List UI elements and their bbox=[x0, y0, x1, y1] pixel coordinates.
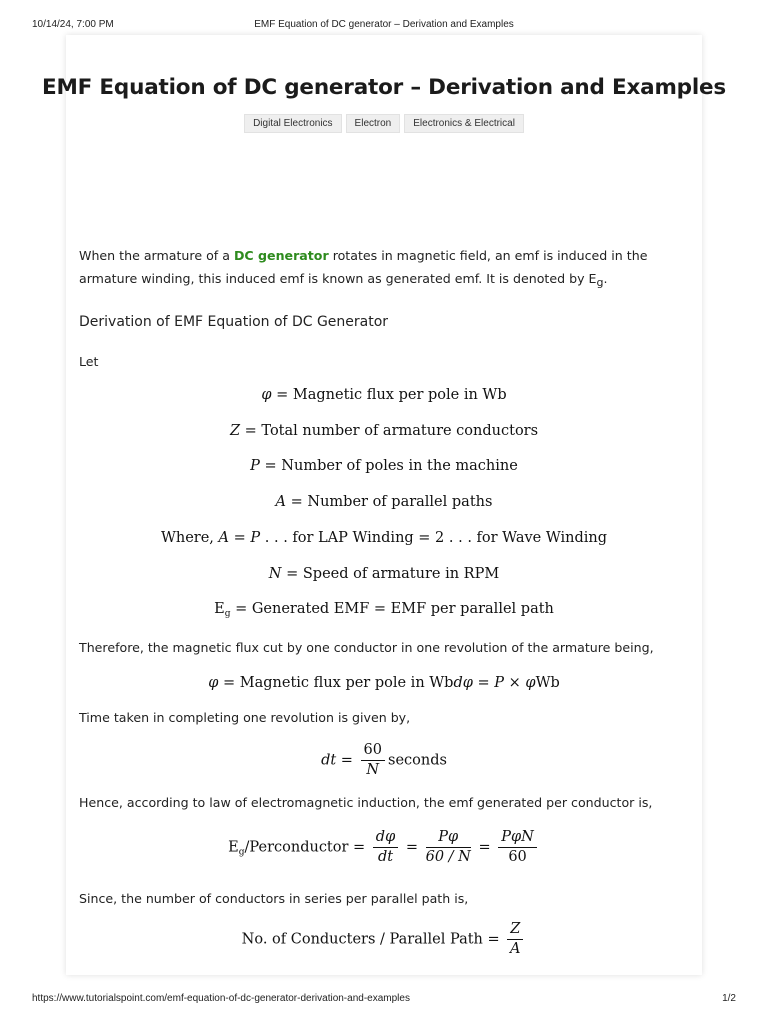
eq5-c: = bbox=[229, 530, 251, 546]
eq8-g: φ bbox=[525, 675, 536, 691]
page-title: EMF Equation of DC generator – Derivation and Examples bbox=[41, 75, 727, 100]
time-paragraph: Time taken in completing one revolution is given by, bbox=[79, 710, 411, 725]
eq6-lhs: N bbox=[268, 566, 282, 582]
dc-generator-link[interactable]: DC generator bbox=[233, 248, 329, 263]
eq8-d: = bbox=[472, 675, 495, 691]
eq11-text: No. of Conducters / Parallel Path = bbox=[241, 931, 505, 948]
eq11-fraction bbox=[507, 920, 523, 959]
eq10-f3-den: 60 bbox=[508, 849, 527, 865]
eq10-frac2 bbox=[426, 828, 471, 867]
eq6-rhs: = Speed of armature in RPM bbox=[281, 566, 500, 582]
equation-emf-per-conductor bbox=[0, 828, 768, 867]
eq10-frac1 bbox=[373, 828, 398, 867]
eq7-lhs: E bbox=[214, 601, 225, 617]
intro-paragraph bbox=[79, 244, 693, 294]
eq2-lhs: Z bbox=[229, 423, 241, 439]
print-title: EMF Equation of DC generator – Derivation and Examples bbox=[254, 19, 514, 30]
eq10-frac3 bbox=[498, 828, 537, 867]
tag-electron[interactable]: Electron bbox=[346, 114, 401, 133]
intro-text-2: rotates in magnetic field, an emf is induced in the armature winding, this induced emf is known as generated emf. It is denoted by E bbox=[79, 248, 648, 286]
equation-flux bbox=[0, 387, 768, 403]
eq10-f1-den: dt bbox=[377, 849, 394, 865]
eq8-h: Wb bbox=[535, 675, 560, 691]
eq5-e: . . . for LAP Winding = 2 . . . for Wave Winding bbox=[260, 530, 608, 546]
equation-winding bbox=[0, 530, 768, 546]
eq10-sub: g bbox=[238, 847, 245, 858]
eq10-f1-num: dφ bbox=[375, 829, 396, 845]
print-url: https://www.tutorialspoint.com/emf-equation-of-dc-generator-derivation-and-examples bbox=[32, 993, 410, 1004]
eq10-eq2: = bbox=[473, 839, 496, 856]
eq9-fraction bbox=[361, 741, 385, 780]
eq2-rhs: = Total number of armature conductors bbox=[240, 423, 539, 439]
eq8-b: = Magnetic flux per pole in Wb bbox=[218, 675, 454, 691]
eq1-rhs: = Magnetic flux per pole in Wb bbox=[271, 387, 507, 403]
eq3-rhs: = Number of poles in the machine bbox=[259, 458, 518, 474]
tag-digital-electronics[interactable]: Digital Electronics bbox=[244, 114, 341, 133]
equation-speed bbox=[0, 566, 768, 582]
print-page-number: 1/2 bbox=[722, 993, 736, 1004]
eq8-a: φ bbox=[208, 675, 219, 691]
eq7-sub: g bbox=[224, 609, 231, 619]
eq10-f3-num: PφN bbox=[501, 829, 534, 845]
eq3-lhs: P bbox=[250, 458, 260, 474]
print-date: 10/14/24, 7:00 PM bbox=[32, 19, 114, 30]
eq10-E: E bbox=[228, 839, 239, 856]
section-heading: Derivation of EMF Equation of DC Generator bbox=[79, 314, 389, 330]
equation-flux-cut bbox=[0, 675, 768, 691]
tag-list bbox=[0, 114, 768, 133]
eq10-f2-num: Pφ bbox=[438, 829, 459, 845]
eq8-e: P bbox=[494, 675, 505, 691]
eq9-num: 60 bbox=[361, 741, 385, 761]
eq9-eq: = bbox=[336, 752, 358, 769]
eq9-den bbox=[361, 761, 385, 780]
eq4-lhs: A bbox=[275, 494, 287, 510]
since-paragraph: Since, the number of conductors in series per parallel path is, bbox=[79, 891, 469, 906]
eq10-rest: /Perconductor = bbox=[244, 839, 370, 856]
eq5-b: A bbox=[218, 530, 230, 546]
eq9-den-var: N bbox=[366, 762, 380, 778]
equation-time bbox=[0, 741, 768, 780]
eq8-c: dφ bbox=[453, 675, 473, 691]
eq5-d: P bbox=[250, 530, 261, 546]
eq5-a: Where, bbox=[160, 530, 219, 546]
intro-text-1: When the armature of a bbox=[79, 248, 234, 263]
tag-electronics-electrical[interactable]: Electronics & Electrical bbox=[404, 114, 524, 133]
equation-emf bbox=[0, 601, 768, 619]
eq10-eq: = bbox=[401, 839, 423, 856]
eq1-lhs: φ bbox=[261, 387, 272, 403]
eq11-den: A bbox=[510, 941, 521, 957]
equation-paths bbox=[0, 494, 768, 510]
print-header bbox=[32, 19, 736, 33]
equation-poles bbox=[0, 458, 768, 474]
intro-subscript: g bbox=[596, 276, 604, 289]
eq4-rhs: = Number of parallel paths bbox=[286, 494, 493, 510]
equation-conductors bbox=[0, 423, 768, 439]
eq9-unit: seconds bbox=[388, 752, 447, 769]
eq10-f2-den: 60 / N bbox=[425, 849, 471, 865]
eq9-lhs: dt bbox=[321, 752, 337, 769]
equation-conductors-per-path bbox=[0, 920, 768, 959]
eq8-f: × bbox=[504, 675, 526, 691]
let-text: Let bbox=[79, 354, 99, 369]
hence-paragraph: Hence, according to law of electromagnetic induction, the emf generated per conductor is, bbox=[79, 795, 653, 810]
intro-end: . bbox=[603, 271, 608, 286]
eq7-rhs: = Generated EMF = EMF per parallel path bbox=[230, 601, 554, 617]
print-footer bbox=[32, 993, 736, 1007]
flux-paragraph: Therefore, the magnetic flux cut by one conductor in one revolution of the armature being, bbox=[79, 640, 654, 655]
eq11-num: Z bbox=[510, 921, 521, 937]
